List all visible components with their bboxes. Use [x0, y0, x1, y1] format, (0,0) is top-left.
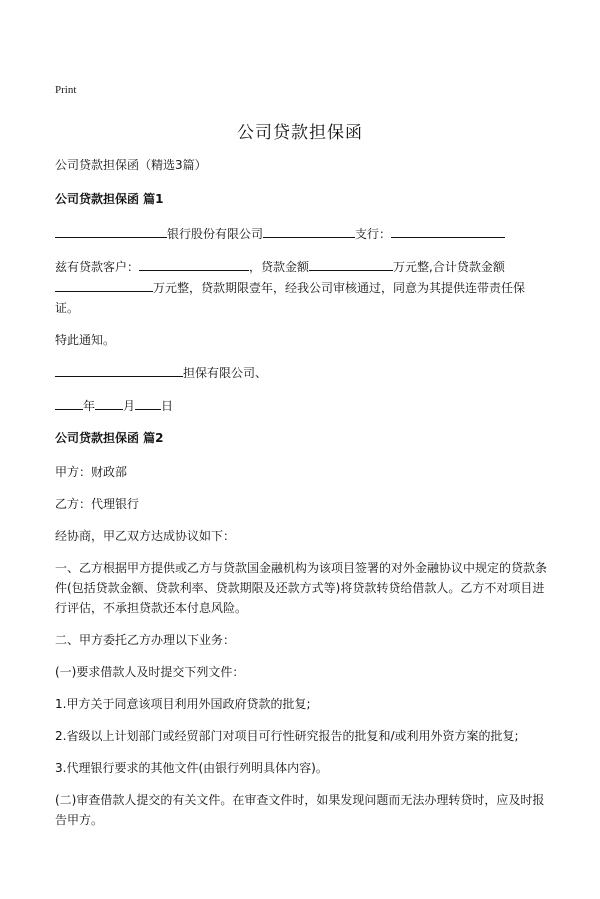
bank-name-blank	[55, 223, 167, 238]
day-blank	[135, 395, 161, 410]
branch-name-blank	[263, 223, 355, 238]
year-label: 年	[83, 399, 96, 413]
sub-clause-2: (二)审查借款人提交的有关文件。在审查文件时，如果发现问题而无法办理转贷时，应及时报告甲方。	[55, 793, 545, 827]
clause-1: 一、乙方根据甲方提供或乙方与贷款国金融机构为该项目签署的对外金融协议中规定的贷款条件(包括贷款金额、贷款利率、贷款期限及还款方式等)将贷款转贷给借款人。乙方不对项目进行评估，不承担贷款还本付息风险。	[55, 561, 548, 615]
party-a: 甲方：财政部	[55, 465, 128, 479]
amount-unit: 万元整,合计贷款金额	[393, 260, 505, 274]
month-blank	[95, 395, 123, 410]
list-item-1: 1.甲方关于同意该项目利用外国政府贷款的批复;	[55, 697, 311, 711]
print-label: Print	[55, 84, 77, 96]
customer-name-blank	[139, 256, 249, 271]
section1-heading: 公司贷款担保函 篇1	[55, 192, 164, 206]
total-amount-blank	[55, 277, 153, 292]
page-title: 公司贷款担保函	[237, 123, 363, 143]
sub-clause-1: (一)要求借款人及时提交下列文件：	[55, 665, 245, 679]
branch-label: 支行：	[355, 227, 392, 241]
party-b: 乙方：代理银行	[55, 497, 140, 511]
customer-prefix: 兹有贷款客户：	[55, 260, 140, 274]
agreement-intro: 经协商，甲乙双方达成协议如下：	[55, 529, 236, 543]
year-blank	[55, 395, 83, 410]
clause-2: 二、甲方委托乙方办理以下业务：	[55, 633, 236, 647]
bank-line	[55, 223, 547, 244]
day-label: 日	[161, 399, 174, 413]
loan-amount-blank	[309, 256, 393, 271]
guarantor-name-blank	[55, 362, 183, 377]
list-item-3: 3.代理银行要求的其他文件(由银行列明具体内容)。	[55, 761, 328, 775]
month-label: 月	[123, 399, 136, 413]
bank-suffix: 银行股份有限公司	[167, 227, 264, 241]
total-unit-text: 万元整，贷款期限壹年，经我公司审核通过，同意为其提供连带责任保证。	[55, 281, 526, 315]
guarantor-suffix: 担保有限公司、	[183, 366, 268, 380]
date-line	[55, 395, 547, 416]
document-subtitle: 公司贷款担保函（精选3篇）	[55, 158, 207, 172]
notice-text: 特此通知。	[55, 333, 116, 347]
customer-paragraph	[55, 256, 547, 318]
branch-detail-blank	[391, 223, 505, 238]
document-body	[55, 155, 547, 842]
list-item-2: 2.省级以上计划部门或经贸部门对项目可行性研究报告的批复和/或利用外资方案的批复;	[55, 729, 519, 743]
guarantor-line	[55, 362, 547, 383]
amount-label: ，贷款金额	[249, 260, 310, 274]
section2-heading: 公司贷款担保函 篇2	[55, 431, 164, 445]
